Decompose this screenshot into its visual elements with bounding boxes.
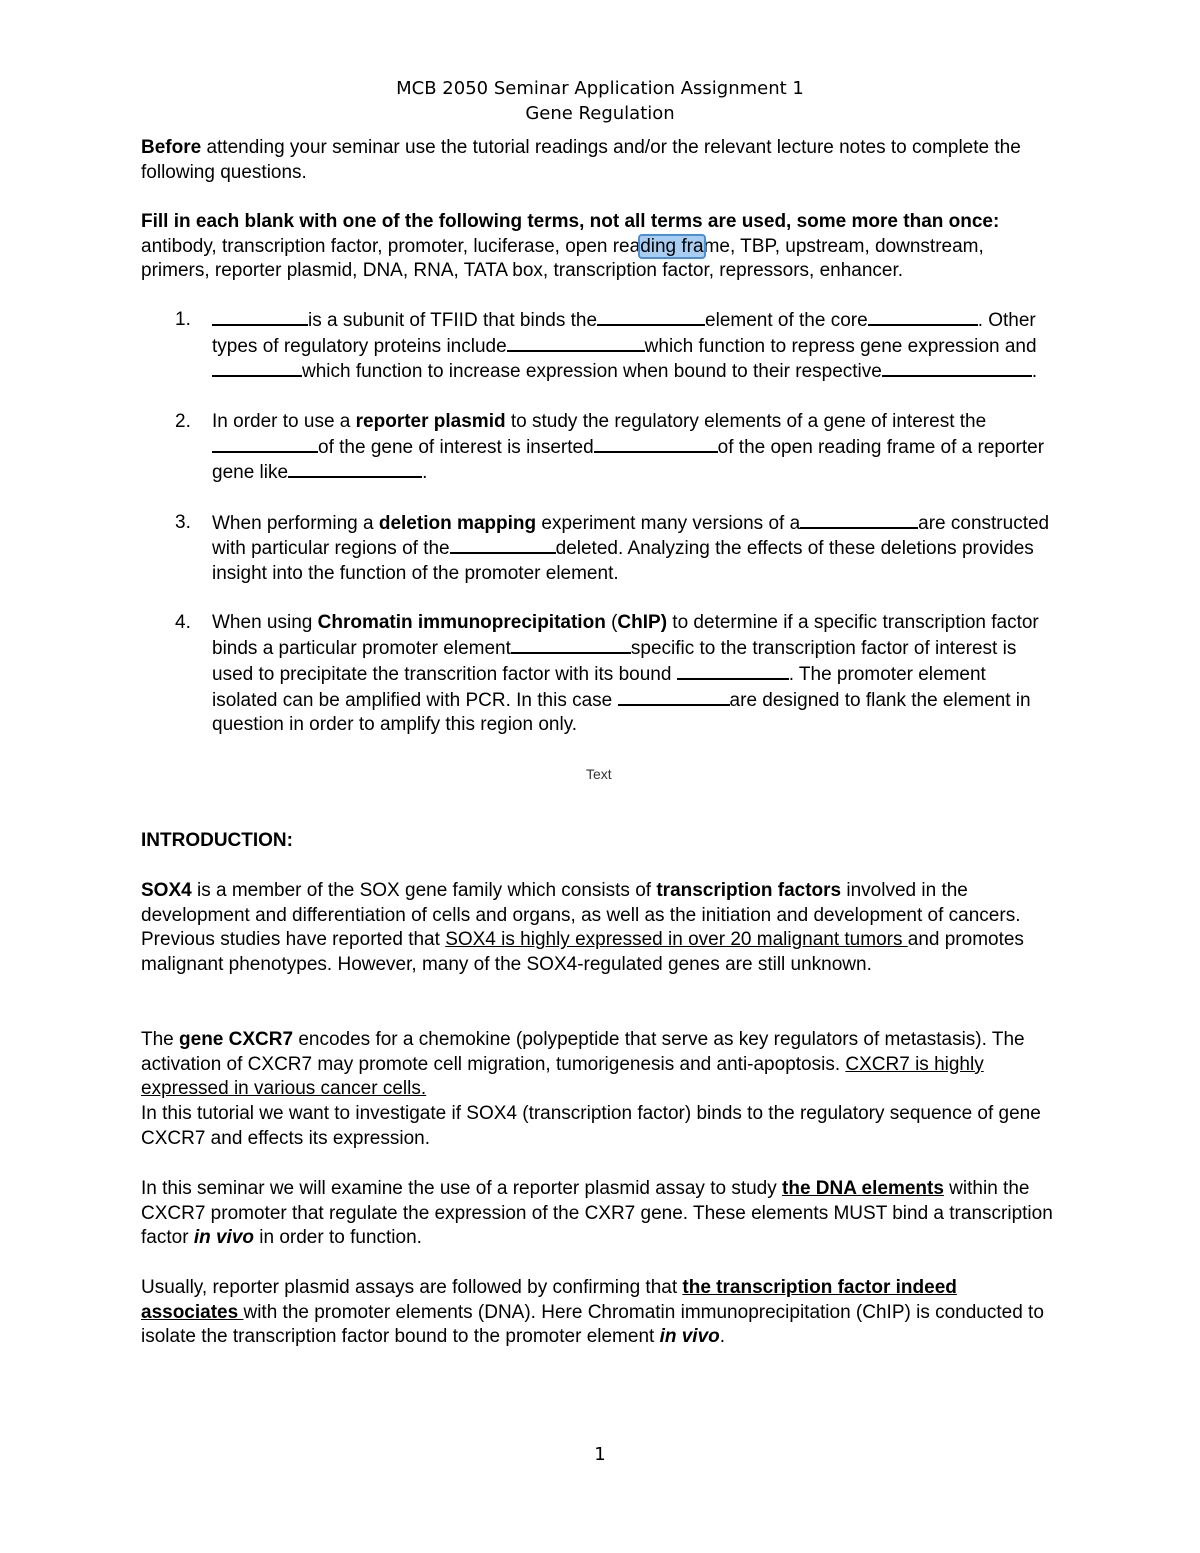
answer-blank[interactable] <box>594 435 718 453</box>
introduction-heading <box>141 829 1056 854</box>
question-text: which function to increase expression when bound to their respective <box>302 361 882 383</box>
underlined-bold-text: the transcription factor indeed associates <box>141 1277 957 1323</box>
question-number: 3. <box>175 511 191 533</box>
question-text: are constructed with particular regions of the <box>212 512 1050 560</box>
body-text: The <box>141 1029 180 1050</box>
answer-blank[interactable] <box>212 359 302 377</box>
terms-text-2: me, TBP, upstream, downstream, primers, reporter plasmid, DNA, RNA, TATA box, transcription factor, repressors, enhancer. <box>141 235 984 282</box>
key-term: reporter plasmid <box>355 410 506 432</box>
question-2 <box>141 410 1056 486</box>
question-number: 4. <box>175 612 191 634</box>
question-text: element of the core <box>705 310 868 331</box>
answer-blank[interactable] <box>507 334 645 352</box>
answer-blank[interactable] <box>212 435 318 453</box>
answer-blank[interactable] <box>677 662 789 680</box>
fill-in-paragraph <box>141 210 1056 284</box>
question-text: When using <box>212 612 318 634</box>
body-text: with the promoter elements (DNA). Here Chromatin immunoprecipitation (ChIP) is conducted to isolate the transcription factor bound to the promoter element <box>141 1301 1044 1348</box>
answer-blank[interactable] <box>882 359 1032 377</box>
question-text: . Other types of regulatory proteins include <box>212 310 1036 357</box>
document-title: MCB 2050 Seminar Application Assignment 1 <box>396 78 804 99</box>
text-selection-highlight[interactable]: ding fra <box>640 235 704 257</box>
body-text: encodes for a chemokine (polypeptide that serve as key regulators of metastasis). The activation of CXCR7 may promote cell migration, tumorigenesis and anti-apoptosis. <box>141 1029 1025 1075</box>
question-text: In order to use a <box>212 410 356 432</box>
body-text: In this tutorial we want to investigate if SOX4 (transcription factor) binds to the regulatory sequence of gene CXCR7 and effects its expression. <box>141 1103 1041 1149</box>
question-text: are designed to flank the element in question in order to amplify this region only. <box>212 689 1031 736</box>
question-1 <box>141 308 1056 385</box>
body-text: . <box>719 1326 726 1348</box>
underlined-bold-text: the DNA elements <box>782 1178 944 1199</box>
question-text: deleted. Analyzing the effects of these deletions provides insight into the function of the promoter element. <box>212 538 1034 584</box>
question-number: 2. <box>175 410 191 432</box>
instructions-text: attending your seminar use the tutorial readings and/or the relevant lecture notes to complete the following questions. <box>141 137 1021 183</box>
answer-blank[interactable] <box>618 688 730 706</box>
body-text: within the CXCR7 promoter that regulate the expression of the CXR7 gene. These elements MUST bind a transcription factor <box>141 1178 1053 1249</box>
question-text: ( <box>605 612 618 634</box>
question-text: When performing a <box>212 512 379 534</box>
body-text: In this seminar we will examine the use of a reporter plasmid assay to study <box>141 1178 783 1199</box>
answer-blank[interactable] <box>597 308 705 326</box>
instructions-paragraph <box>141 136 1056 185</box>
body-text: is a member of the SOX gene family which consists of <box>191 880 657 901</box>
key-term: transcription factors <box>656 880 842 901</box>
question-text: to study the regulatory elements of a gene of interest the <box>505 410 987 432</box>
key-term: ChIP) <box>617 612 668 634</box>
question-text: is a subunit of TFIID that binds the <box>308 310 598 331</box>
answer-blank[interactable] <box>288 460 422 478</box>
question-text: specific to the transcription factor of interest is used to precipitate the transcrition factor with its bound <box>212 638 1017 685</box>
intro-paragraph-3 <box>141 1177 1056 1251</box>
question-text: to determine if a specific transcription factor binds a particular promoter element <box>212 612 1039 660</box>
intro-paragraph-1 <box>141 879 1056 978</box>
body-text: in order to function. <box>254 1227 422 1249</box>
before-label: Before <box>141 137 202 158</box>
question-text: experiment many versions of a <box>536 512 801 534</box>
intro-paragraph-4 <box>141 1276 1056 1350</box>
answer-blank[interactable] <box>511 636 631 654</box>
question-text: of the gene of interest is inserted <box>318 436 594 458</box>
section-heading: INTRODUCTION: <box>141 830 293 851</box>
document-subtitle: Gene Regulation <box>525 103 675 124</box>
question-text: which function to repress gene expression and <box>644 335 1037 357</box>
body-text: involved in the development and differentiation of cells and organs, as well as the initiation and development of cancers. Previous studies have reported that <box>141 880 1021 951</box>
question-4 <box>141 611 1056 738</box>
question-text: of the open reading frame of a reporter gene like <box>212 436 1045 484</box>
key-term: gene CXCR7 <box>179 1029 294 1050</box>
question-text: . The promoter element isolated can be amplified with PCR. In this case <box>212 663 986 711</box>
intro-paragraph-2 <box>141 1028 1056 1152</box>
question-list <box>141 308 1056 763</box>
terms-text-1: antibody, transcription factor, promoter, luciferase, open rea <box>141 235 641 257</box>
answer-blank[interactable] <box>800 511 918 529</box>
underlined-text: CXCR7 is highly expressed in various cancer cells. <box>141 1053 984 1100</box>
answer-blank[interactable] <box>868 308 978 326</box>
italic-term: in vivo <box>193 1227 254 1249</box>
italic-term: in vivo <box>659 1326 720 1348</box>
body-text: Usually, reporter plasmid assays are followed by confirming that <box>141 1277 683 1298</box>
fill-in-lead: Fill in each blank with one of the following terms, not all terms are used, some more than once: <box>141 211 1000 232</box>
key-term: SOX4 <box>141 880 192 901</box>
question-number: 1. <box>175 309 191 330</box>
question-text: . <box>422 462 428 484</box>
underlined-text: SOX4 is highly expressed in over 20 malignant tumors <box>445 929 908 951</box>
answer-blank[interactable] <box>450 536 556 554</box>
key-term: deletion mapping <box>378 512 537 534</box>
key-term: Chromatin immunoprecipitation <box>317 612 606 634</box>
question-text: . <box>1031 361 1038 383</box>
question-3 <box>141 511 1056 587</box>
textbox-placeholder[interactable]: Text <box>586 766 612 782</box>
page-number: 1 <box>594 1444 606 1465</box>
answer-blank[interactable] <box>212 308 308 326</box>
body-text: and promotes malignant phenotypes. However, many of the SOX4-regulated genes are still unknown. <box>141 929 1024 976</box>
